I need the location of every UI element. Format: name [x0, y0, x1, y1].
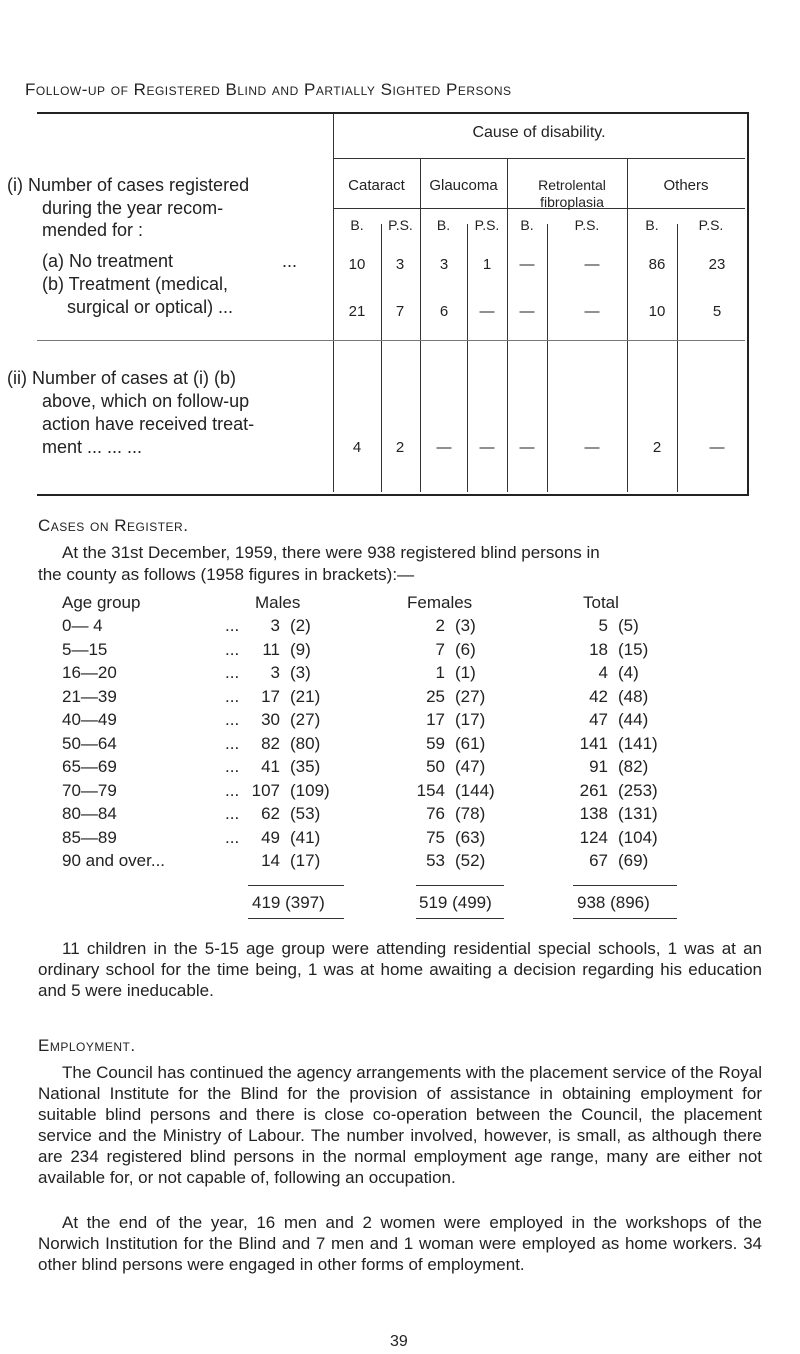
val-ii-gl-b: —: [436, 439, 452, 456]
row-ii-label-4: ment ... ... ...: [42, 437, 143, 457]
total-females: 519 (499): [419, 893, 492, 912]
age-row-t: 67: [589, 851, 608, 870]
row-dots: ...: [225, 804, 240, 823]
employment-para-2: At the end of the year, 16 men and 2 women were employed in the workshops of the Norwich Institution for the Blind and 7 men and 1 woman were employed as home workers. 34 other blind persons were engaged in other forms of employment.: [38, 1213, 762, 1274]
col-total: Total: [583, 593, 619, 612]
val-b-ot-ps: 5: [712, 303, 722, 320]
row-ii-label-1: (ii) Number of cases at (i) (b): [7, 368, 237, 388]
age-row-tp: (4): [618, 663, 639, 682]
val-b-gl-b: 6: [439, 303, 449, 320]
val-a-gl-ps: 1: [482, 256, 492, 273]
row-dots: ...: [225, 663, 240, 682]
age-row-mp: (17): [290, 851, 321, 870]
age-row-mp: (109): [290, 780, 330, 800]
row-dots: ...: [225, 780, 240, 800]
age-row-mp: (21): [290, 686, 321, 706]
sub-b: B.: [520, 217, 534, 233]
age-row-mp: (3): [290, 663, 311, 682]
row-i-label-3: mended for :: [42, 220, 144, 240]
age-row-m: 17: [261, 686, 280, 706]
sub-ps: P.S.: [388, 217, 413, 233]
val-ii-cat-ps: 2: [395, 439, 405, 456]
age-row-tp: (15): [618, 639, 649, 659]
age-row-t: 18: [589, 639, 608, 659]
age-row-tp: (82): [618, 757, 649, 776]
val-a-rf-b: —: [519, 256, 535, 273]
age-row-f: 50: [426, 757, 445, 776]
row-dots: ...: [225, 827, 240, 847]
age-row-age: 50—64: [62, 733, 117, 753]
age-row-f: 17: [426, 710, 445, 729]
row-i-label-2: during the year recom-: [42, 198, 224, 218]
age-row-mp: (2): [290, 616, 311, 635]
val-a-cat-ps: 3: [395, 256, 405, 273]
age-row-m: 49: [261, 827, 280, 847]
row-b-label-2: surgical or optical) ...: [67, 297, 234, 317]
sub-ps: P.S.: [574, 217, 600, 233]
age-row-m: 3: [270, 616, 280, 635]
age-row-fp: (47): [455, 757, 486, 776]
age-row-age: 40—49: [62, 710, 117, 729]
age-row-age: 80—84: [62, 804, 117, 823]
age-row-f: 75: [426, 827, 445, 847]
age-row-f: 59: [426, 733, 445, 753]
page-header: Follow-up of Registered Blind and Partially Sighted Persons: [25, 80, 512, 99]
age-row-t: 91: [589, 757, 608, 776]
age-row-t: 4: [598, 663, 608, 682]
val-ii-ot-ps: —: [709, 439, 725, 456]
age-row-mp: (80): [290, 733, 321, 753]
age-row-age: 21—39: [62, 686, 117, 706]
age-row-age: 16—20: [62, 663, 117, 682]
age-row-fp: (78): [455, 804, 486, 823]
cause-retrolental: Retrolental fibroplasia: [538, 177, 606, 210]
age-row-fp: (1): [455, 663, 476, 682]
age-row-age: 90 and over...: [62, 851, 166, 870]
val-b-ot-b: 10: [648, 303, 666, 320]
col-age: Age group: [62, 593, 141, 612]
age-row-t: 47: [589, 710, 608, 729]
row-b-label-1: (b) Treatment (medical,: [42, 274, 229, 294]
sub-b: B.: [350, 217, 364, 233]
cause-others: Others: [663, 177, 709, 194]
val-a-gl-b: 3: [439, 256, 449, 273]
age-row-m: 62: [261, 804, 280, 823]
val-ii-ot-b: 2: [652, 439, 662, 456]
age-row-fp: (144): [455, 780, 495, 800]
age-row-mp: (9): [290, 639, 311, 659]
val-b-rf-ps: —: [584, 303, 600, 320]
age-row-tp: (253): [618, 780, 658, 800]
age-row-t: 141: [579, 733, 608, 753]
age-row-tp: (69): [618, 851, 649, 870]
val-ii-cat-b: 4: [352, 439, 362, 456]
age-row-tp: (44): [618, 710, 649, 729]
age-row-tp: (104): [618, 827, 658, 847]
age-row-f: 76: [426, 804, 445, 823]
age-row-fp: (6): [455, 639, 476, 659]
age-row-t: 42: [589, 686, 608, 706]
val-a-ot-b: 86: [648, 256, 666, 273]
employment-heading: Employment.: [38, 1036, 136, 1055]
row-ii-label-2: above, which on follow-up: [42, 391, 250, 411]
total-males: 419 (397): [252, 893, 325, 912]
age-row-fp: (61): [455, 733, 486, 753]
age-row-m: 14: [261, 851, 280, 870]
val-b-cat-b: 21: [348, 303, 366, 320]
age-row-age: 70—79: [62, 780, 117, 800]
age-row-f: 1: [435, 663, 445, 682]
val-b-gl-ps: —: [479, 303, 495, 320]
val-ii-rf-ps: —: [584, 439, 600, 456]
cause-header: Cause of disability.: [472, 124, 606, 141]
age-row-f: 154: [416, 780, 445, 800]
age-row-m: 3: [270, 663, 280, 682]
age-row-tp: (48): [618, 686, 649, 706]
age-row-mp: (35): [290, 757, 321, 776]
sub-ps: P.S.: [698, 217, 724, 233]
age-row-f: 7: [435, 639, 445, 659]
val-a-ot-ps: 23: [708, 256, 726, 273]
age-row-tp: (131): [618, 804, 658, 823]
age-row-tp: (141): [618, 733, 658, 753]
age-row-mp: (53): [290, 804, 321, 823]
age-row-age: 65—69: [62, 757, 117, 776]
total-all: 938 (896): [577, 893, 650, 912]
cases-heading: Cases on Register.: [38, 516, 189, 535]
age-row-t: 261: [579, 780, 608, 800]
employment-para-1: The Council has continued the agency arrangements with the placement service of the Royal National Institute for the Blind for the provision of assistance in obtaining employment for suitable blind persons and there is close co-operation between the Council, the placement service and the Ministry of Labour. The number involved, however, is small, as although there are 234 registered blind persons in the normal employment age range, many are either not available for, or not capable of, following an occupation.: [38, 1063, 762, 1187]
age-row-age: 5—15: [62, 639, 108, 659]
val-b-cat-ps: 7: [395, 303, 405, 320]
age-row-f: 2: [435, 616, 445, 635]
row-dots: ...: [225, 616, 240, 635]
age-row-t: 5: [598, 616, 608, 635]
age-row-mp: (27): [290, 710, 321, 729]
sub-ps: P.S.: [474, 217, 500, 233]
age-row-fp: (17): [455, 710, 486, 729]
age-row-m: 30: [261, 710, 280, 729]
col-males: Males: [255, 593, 301, 612]
age-row-m: 82: [261, 733, 280, 753]
age-row-f: 25: [426, 686, 445, 706]
row-dots: ...: [225, 733, 240, 753]
age-row-mp: (41): [290, 827, 321, 847]
age-row-t: 124: [579, 827, 608, 847]
age-row-fp: (3): [455, 616, 476, 635]
row-dots: ...: [225, 757, 240, 776]
disability-table: [7, 112, 749, 496]
val-ii-rf-b: —: [519, 439, 535, 456]
age-row-fp: (52): [455, 851, 486, 870]
row-a-label: (a) No treatment: [42, 251, 174, 271]
row-dots: ...: [225, 710, 240, 729]
row-ii-label-3: action have received treat-: [42, 414, 255, 434]
age-row-t: 138: [579, 804, 608, 823]
val-a-cat-b: 10: [348, 256, 366, 273]
age-row-f: 53: [426, 851, 445, 870]
children-paragraph: 11 children in the 5-15 age group were attending residential special schools, 1 was at an ordinary school for the time being, 1 was at home awaiting a decision regarding his education and 5 were ineducable.: [38, 939, 762, 1000]
val-a-rf-ps: —: [584, 256, 600, 273]
val-ii-gl-ps: —: [479, 439, 495, 456]
row-dots: ...: [225, 686, 240, 706]
cases-intro-2: the county as follows (1958 figures in brackets):—: [38, 565, 415, 584]
age-row-age: 0— 4: [62, 616, 103, 635]
sub-b: B.: [436, 217, 451, 233]
cases-intro-1: At the 31st December, 1959, there were 938 registered blind persons in: [62, 543, 600, 562]
row-dots: ...: [225, 639, 240, 659]
row-i-label-1: (i) Number of cases registered: [7, 175, 250, 195]
col-females: Females: [407, 593, 473, 612]
val-b-rf-b: —: [519, 303, 535, 320]
age-row-m: 41: [261, 757, 280, 776]
age-row-tp: (5): [618, 616, 639, 635]
age-row-m: 11: [262, 639, 280, 659]
cause-cataract: Cataract: [348, 177, 405, 194]
age-row-fp: (27): [455, 686, 486, 706]
age-row-age: 85—89: [62, 827, 117, 847]
age-row-m: 107: [251, 780, 280, 800]
page-number: 39: [390, 1333, 408, 1350]
cause-glaucoma: Glaucoma: [429, 177, 498, 194]
sub-b: B.: [645, 217, 659, 233]
row-a-dots: ...: [282, 251, 298, 271]
age-row-fp: (63): [455, 827, 486, 847]
